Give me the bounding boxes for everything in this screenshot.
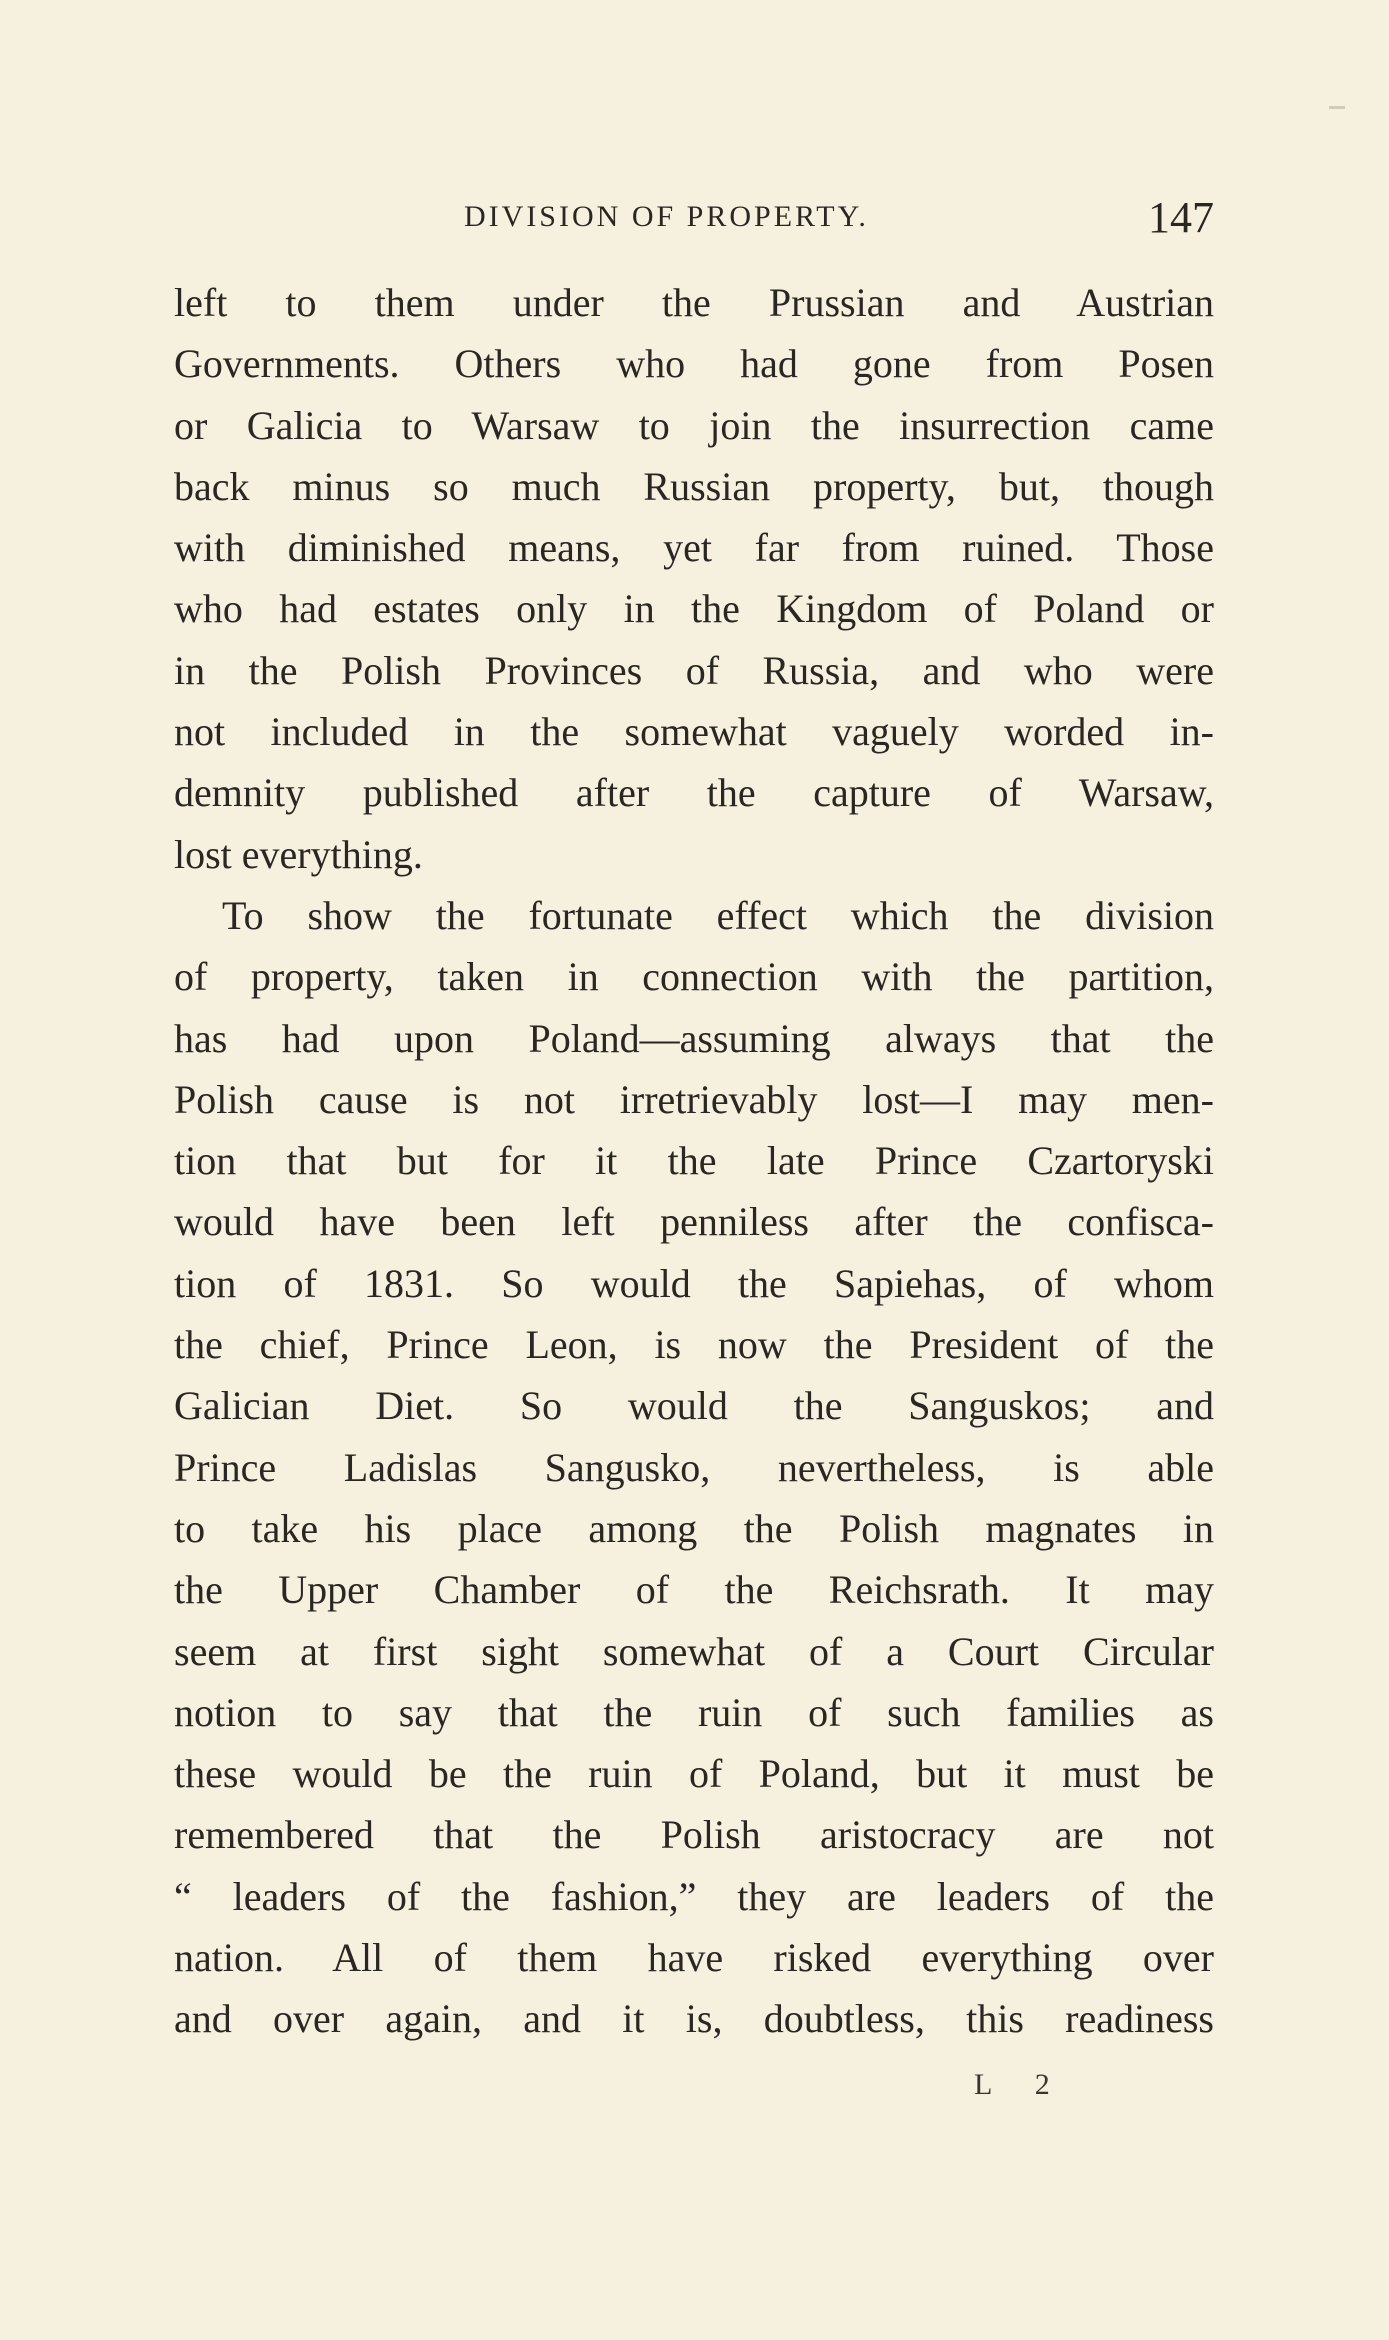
text-line: nation. All of them have risked everything over — [174, 1935, 1214, 1981]
text-line: and over again, and it is, doubtless, this readiness — [174, 1996, 1214, 2042]
text-line: seem at first sight somewhat of a Court Circular — [174, 1628, 1214, 1674]
text-line: with diminished means, yet far from ruined. Those — [174, 525, 1214, 571]
text-line: Polish cause is not irretrievably lost—I may men- — [174, 1076, 1214, 1122]
text-line: would have been left penniless after the confisca- — [174, 1199, 1214, 1245]
text-line: “ leaders of the fashion,” they are leaders of the — [174, 1873, 1214, 1919]
running-head-title: DIVISION OF PROPERTY. — [464, 200, 869, 233]
text-line: in the Polish Provinces of Russia, and who were — [174, 647, 1214, 693]
text-line: of property, taken in connection with the partition, — [174, 954, 1214, 1000]
running-head — [174, 192, 1214, 242]
signature-mark: L 2 — [974, 2068, 1068, 2101]
text-line: the chief, Prince Leon, is now the President of the — [174, 1322, 1214, 1368]
page-number: 147 — [1148, 193, 1214, 242]
text-line: has had upon Poland—assuming always that the — [174, 1015, 1214, 1061]
text-line: tion of 1831. So would the Sapiehas, of whom — [174, 1260, 1214, 1306]
text-line: notion to say that the ruin of such families as — [174, 1689, 1214, 1735]
text-line: Governments. Others who had gone from Posen — [174, 341, 1214, 387]
text-line: tion that but for it the late Prince Czartoryski — [174, 1138, 1214, 1184]
paragraph-first-line: To show the fortunate effect which the division — [222, 892, 1214, 938]
text-line: to take his place among the Polish magnates in — [174, 1505, 1214, 1551]
text-line: these would be the ruin of Poland, but it must be — [174, 1751, 1214, 1797]
text-line: Prince Ladislas Sangusko, nevertheless, is able — [174, 1444, 1214, 1490]
text-line: demnity published after the capture of Warsaw, — [174, 770, 1214, 816]
text-line: not included in the somewhat vaguely worded in- — [174, 709, 1214, 755]
text-line: the Upper Chamber of the Reichsrath. It may — [174, 1567, 1214, 1613]
text-line: back minus so much Russian property, but, though — [174, 463, 1214, 509]
scan-smudge — [1329, 106, 1345, 109]
text-line: remembered that the Polish aristocracy are not — [174, 1812, 1214, 1858]
text-line: left to them under the Prussian and Austrian — [174, 280, 1214, 325]
text-line: or Galicia to Warsaw to join the insurrection came — [174, 402, 1214, 448]
text-line: who had estates only in the Kingdom of Poland or — [174, 586, 1214, 632]
text-line: Galician Diet. So would the Sanguskos; and — [174, 1383, 1214, 1429]
paragraph-end-line: lost everything. — [174, 831, 423, 877]
body-text — [174, 272, 1214, 2050]
